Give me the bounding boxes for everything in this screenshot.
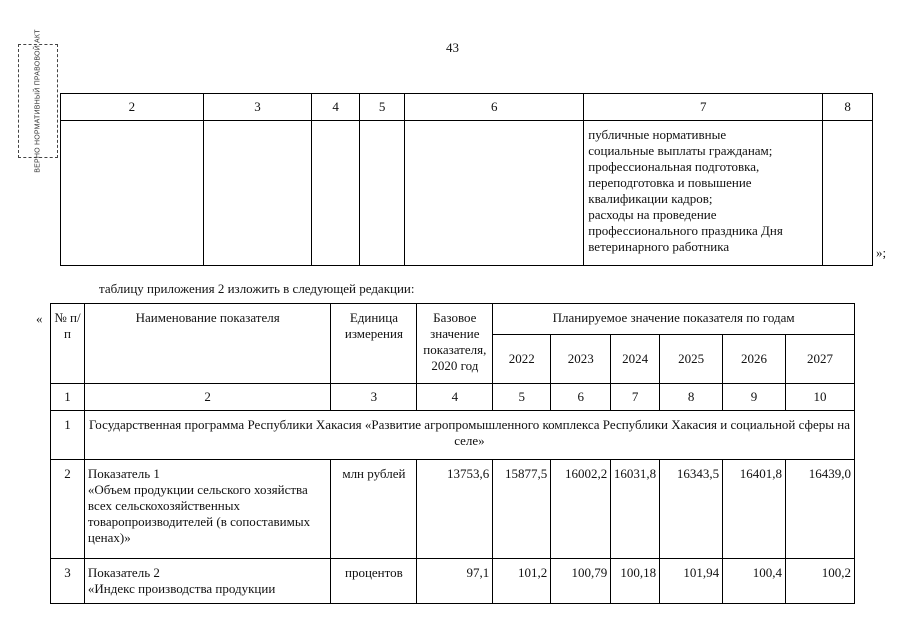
program-title: Государственная программа Республики Хакасия «Развитие агропромышленного комплекса Республики Хакасия и социальной сферы на селе» xyxy=(84,411,854,460)
value-cell: 100,2 xyxy=(786,559,855,604)
text-line: ветеринарного работника xyxy=(588,239,730,254)
instruction-paragraph: таблицу приложения 2 изложить в следующей редакции: xyxy=(99,281,415,296)
value-cell: 16439,0 xyxy=(786,460,855,559)
base-value-cell: 97,1 xyxy=(417,559,493,604)
row-number: 2 xyxy=(51,460,85,559)
number-header: № п/п xyxy=(51,304,85,384)
year-header: 2027 xyxy=(786,335,855,384)
table-row xyxy=(61,121,873,266)
text-line: товаропроизводителей (в сопоставимых xyxy=(87,514,311,529)
table-cell xyxy=(823,121,873,266)
text-line: квалификации кадров; xyxy=(588,191,713,206)
value-cell: 100,18 xyxy=(611,559,660,604)
header-cell: 8 xyxy=(823,94,873,121)
table-row xyxy=(51,559,855,604)
header-cell: 6 xyxy=(405,94,584,121)
unit-cell: процентов xyxy=(331,559,417,604)
text-line: «Индекс производства продукции xyxy=(87,581,276,596)
text-line: ценах)» xyxy=(87,530,131,545)
text-line: Показатель 1 xyxy=(87,466,160,481)
text-line: переподготовка и повышение xyxy=(588,175,752,190)
text-line: всех сельскохозяйственных xyxy=(87,498,240,513)
column-index-row xyxy=(51,384,855,411)
indicators-table xyxy=(50,303,855,604)
value-cell: 101,2 xyxy=(493,559,551,604)
index-cell: 4 xyxy=(417,384,493,411)
header-cell: 7 xyxy=(584,94,823,121)
index-cell: 10 xyxy=(786,384,855,411)
index-cell: 3 xyxy=(331,384,417,411)
indicator-name xyxy=(84,559,331,604)
text-line: публичные нормативные xyxy=(588,127,727,142)
index-cell: 9 xyxy=(723,384,786,411)
text-line: расходы на проведение xyxy=(588,207,717,222)
table-header-row xyxy=(61,94,873,121)
header-cell: 4 xyxy=(312,94,360,121)
year-header: 2023 xyxy=(551,335,611,384)
planned-values-header: Планируемое значение показателя по годам xyxy=(493,304,855,335)
row-number: 3 xyxy=(51,559,85,604)
value-cell: 16031,8 xyxy=(611,460,660,559)
table-cell xyxy=(203,121,311,266)
indicator-name xyxy=(84,460,331,559)
page-number: 43 xyxy=(446,40,459,55)
text-line: Показатель 2 xyxy=(87,565,160,580)
table-header-row xyxy=(51,304,855,335)
table-cell xyxy=(312,121,360,266)
name-header: Наименование показателя xyxy=(84,304,331,384)
text-line: профессионального праздника Дня xyxy=(588,223,783,238)
index-cell: 1 xyxy=(51,384,85,411)
text-line: профессиональная подготовка, xyxy=(588,159,760,174)
text-line: «Объем продукции сельского хозяйства xyxy=(87,482,308,497)
index-cell: 6 xyxy=(551,384,611,411)
stamp-text: ВЕРНО НОРМАТИВНЫЙ ПРАВОВОЙ АКТ xyxy=(34,29,42,173)
expense-types-cell xyxy=(584,121,823,266)
year-header: 2022 xyxy=(493,335,551,384)
text-line: социальные выплаты гражданам; xyxy=(588,143,773,158)
value-cell: 101,94 xyxy=(660,559,723,604)
unit-header: Единица измерения xyxy=(331,304,417,384)
header-cell: 2 xyxy=(61,94,204,121)
header-cell: 5 xyxy=(360,94,405,121)
index-cell: 8 xyxy=(660,384,723,411)
base-value-header: Базовое значение показателя, 2020 год xyxy=(417,304,493,384)
unit-cell: млн рублей xyxy=(331,460,417,559)
row-number: 1 xyxy=(51,411,85,460)
year-header: 2026 xyxy=(723,335,786,384)
table-cell xyxy=(405,121,584,266)
value-cell: 16343,5 xyxy=(660,460,723,559)
certification-stamp xyxy=(18,29,58,173)
index-cell: 7 xyxy=(611,384,660,411)
value-cell: 100,4 xyxy=(723,559,786,604)
value-cell: 100,79 xyxy=(551,559,611,604)
base-value-cell: 13753,6 xyxy=(417,460,493,559)
continued-table xyxy=(60,93,873,266)
section-row xyxy=(51,411,855,460)
table-cell xyxy=(61,121,204,266)
value-cell: 16401,8 xyxy=(723,460,786,559)
year-header: 2024 xyxy=(611,335,660,384)
header-cell: 3 xyxy=(203,94,311,121)
value-cell: 15877,5 xyxy=(493,460,551,559)
closing-quote: »; xyxy=(876,245,887,260)
table-row xyxy=(51,460,855,559)
index-cell: 2 xyxy=(84,384,331,411)
opening-quote: « xyxy=(36,311,43,326)
table-cell xyxy=(360,121,405,266)
index-cell: 5 xyxy=(493,384,551,411)
value-cell: 16002,2 xyxy=(551,460,611,559)
year-header: 2025 xyxy=(660,335,723,384)
